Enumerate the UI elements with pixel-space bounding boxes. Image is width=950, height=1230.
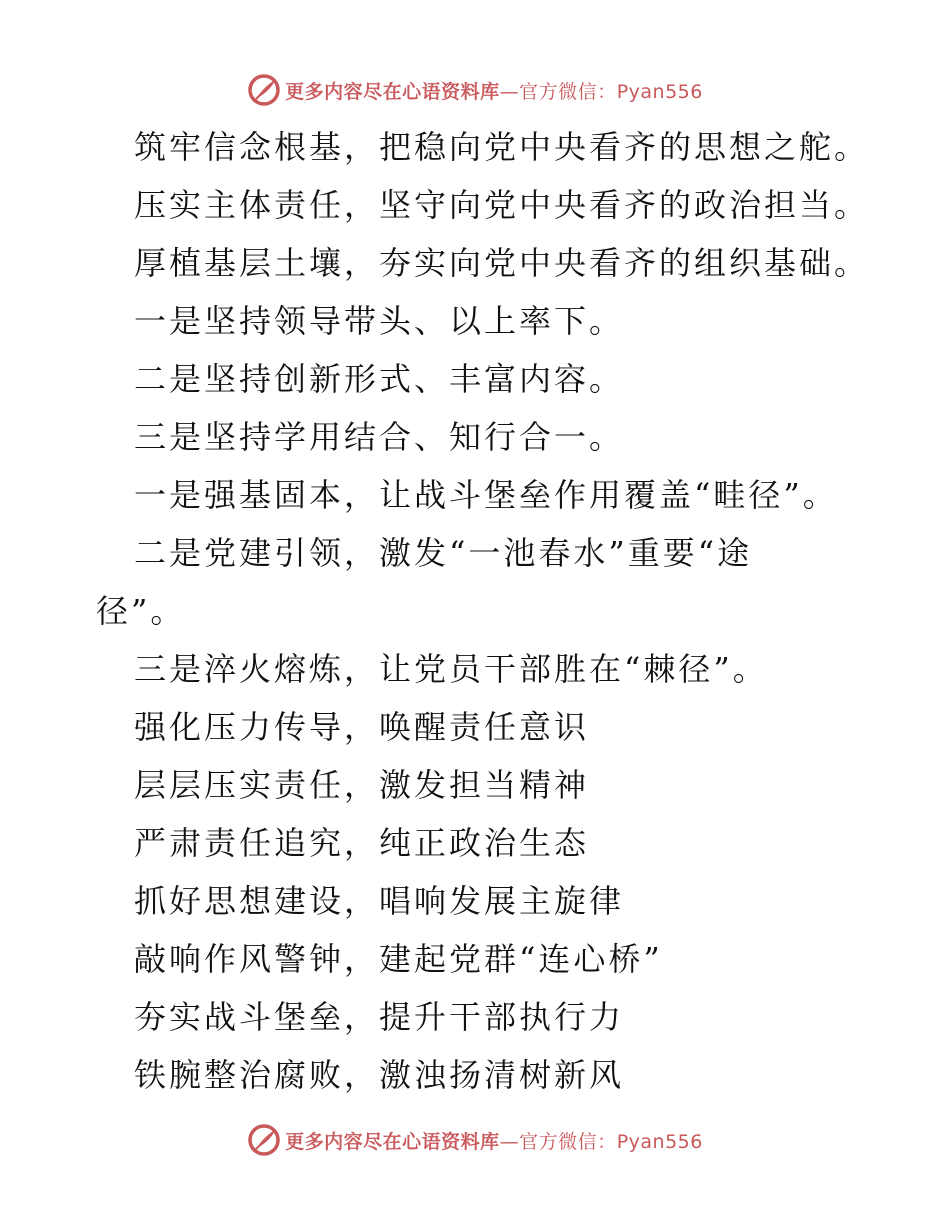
watermark-wechat-id: Pyan556 [616,80,703,103]
watermark-wechat-label: 官方微信： [519,80,617,103]
text-line: 抓好思想建设，唱响发展主旋律 [134,882,625,920]
watermark-header [0,70,950,110]
text-line: 压实主体责任，坚守向党中央看齐的政治担当。 [134,186,870,224]
watermark-dash: — [499,1130,520,1153]
watermark-main-text: 更多内容尽在心语资料库 [285,1130,500,1153]
text-line: 筑牢信念根基，把稳向党中央看齐的思想之舵。 [134,128,870,166]
watermark-wechat-label: 官方微信： [519,1130,617,1153]
text-line: 夯实战斗堡垒，提升干部执行力 [134,998,625,1036]
feather-logo-icon [247,1123,281,1157]
watermark-dash: — [499,80,520,103]
text-line: 层层压实责任，激发担当精神 [134,766,590,804]
watermark-main-text: 更多内容尽在心语资料库 [285,80,500,103]
text-line: 一是强基固本，让战斗堡垒作用覆盖“畦径”。 [134,476,838,514]
text-line: 二是坚持创新形式、丰富内容。 [134,360,625,398]
text-line: 三是坚持学用结合、知行合一。 [134,418,625,456]
text-line: 厚植基层土壤，夯实向党中央看齐的组织基础。 [134,244,870,282]
text-line: 一是坚持领导带头、以上率下。 [134,302,625,340]
text-line: 二是党建引领，激发“一池春水”重要“途 [134,534,753,572]
feather-logo-icon [247,73,281,107]
text-line: 强化压力传导，唤醒责任意识 [134,708,590,746]
text-line: 三是淬火熔炼，让党员干部胜在“棘径”。 [134,650,768,688]
watermark-wechat-id: Pyan556 [616,1130,703,1153]
text-line: 铁腕整治腐败，激浊扬清树新风 [134,1056,625,1094]
text-line: 严肃责任追究，纯正政治生态 [134,824,590,862]
document-body [0,118,950,1104]
text-line: 敲响作风警钟，建起党群“连心桥” [134,940,663,978]
watermark-footer [0,1120,950,1160]
text-line-continuation: 径”。 [96,592,186,630]
